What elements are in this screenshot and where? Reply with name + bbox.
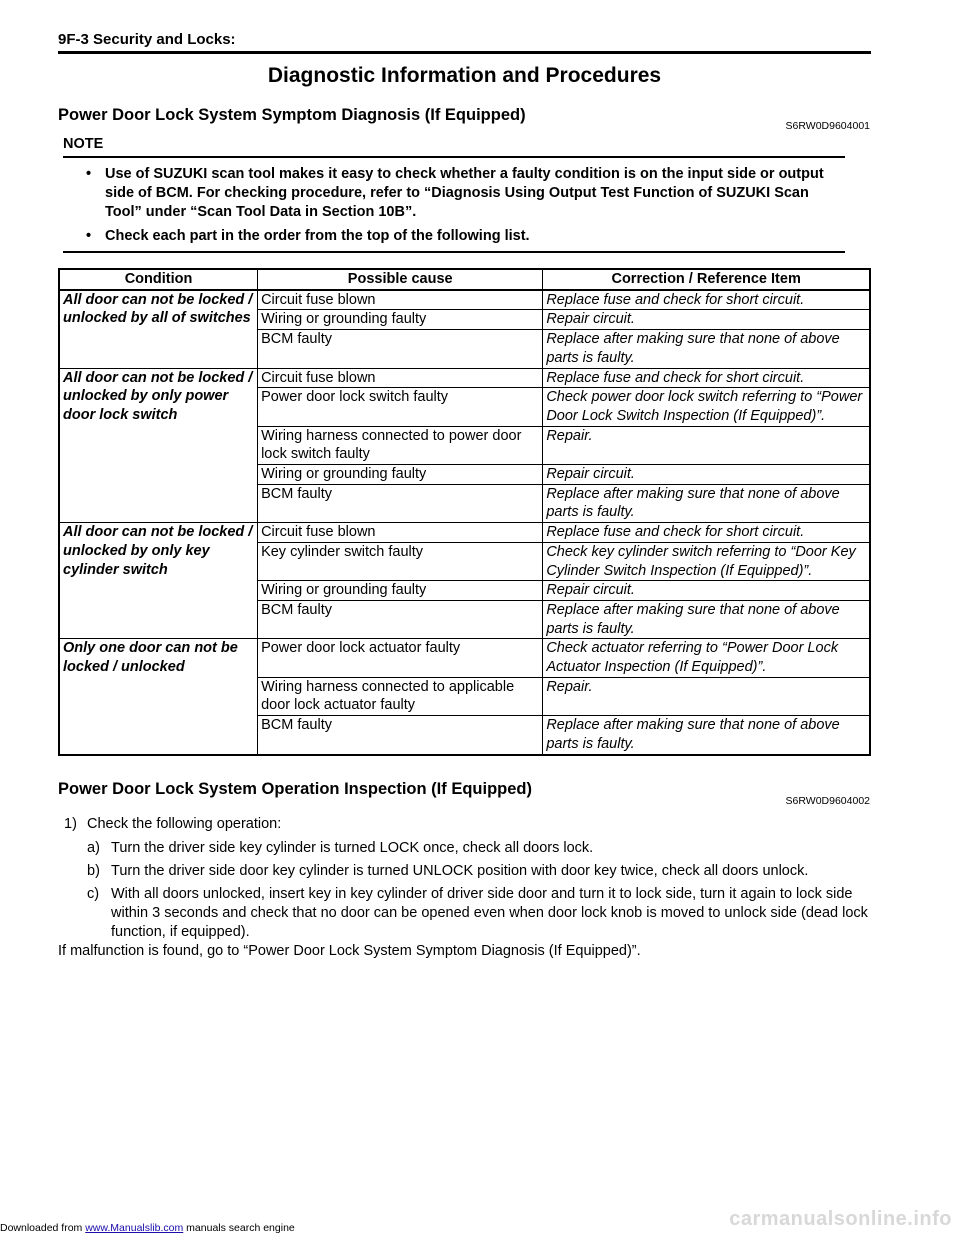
table-row (59, 368, 870, 388)
note-bullet (86, 165, 846, 225)
substep-text: Turn the driver side key cylinder is turned LOCK once, check all doors lock. (111, 840, 594, 856)
cause-cell: Key cylinder switch faulty (258, 542, 543, 580)
condition-cell: All door can not be locked / unlocked by all of switches (59, 290, 258, 368)
cause-cell: Circuit fuse blown (258, 523, 543, 543)
note-bullet-text: Check each part in the order from the top of the following list. (105, 228, 530, 244)
cause-cell: Wiring or grounding faulty (258, 465, 543, 485)
table-row (59, 523, 870, 543)
page-header (58, 22, 871, 54)
correction-cell: Replace after making sure that none of above parts is faulty. (543, 484, 870, 522)
column-header-correction: Correction / Reference Item (543, 269, 870, 290)
column-header-condition: Condition (59, 269, 258, 290)
correction-cell: Replace fuse and check for short circuit. (543, 368, 870, 388)
correction-cell: Replace fuse and check for short circuit. (543, 523, 870, 543)
table-row (59, 639, 870, 677)
correction-cell: Repair circuit. (543, 310, 870, 330)
note-top-rule (63, 156, 845, 158)
column-header-possible-cause: Possible cause (258, 269, 543, 290)
correction-cell: Repair circuit. (543, 465, 870, 485)
cause-cell: BCM faulty (258, 484, 543, 522)
section-code-2: S6RW0D9604002 (785, 795, 870, 807)
header-text: 9F-3 Security and Locks: (58, 31, 236, 48)
note-bullet-text: Use of SUZUKI scan tool makes it easy to check whether a faulty condition is on the input side or output side of BCM. For checking procedure, refer to “Diagnosis Using Output Test Function of SUZUKI Scan Tool” under “Scan Tool Data in Section 10B”. (105, 166, 824, 220)
manualslib-link[interactable]: www.Manualslib.com (85, 1222, 184, 1234)
condition-cell: All door can not be locked / unlocked by only key cylinder switch (59, 523, 258, 639)
note-bullet (86, 227, 846, 247)
bullet-symbol: • (86, 228, 92, 244)
substep-label: c) (87, 886, 100, 902)
section-code-1: S6RW0D9604001 (785, 120, 870, 132)
note-bottom-rule (63, 251, 845, 253)
substep-text: With all doors unlocked, insert key in key cylinder of driver side door and turn it to lock side, turn it again to lock side within 3 seconds and check that no door can be opened even when door lock knob is moved to unlock side (dead lock function, if equipped). (111, 886, 868, 940)
footer-prefix: Downloaded from (0, 1222, 86, 1234)
section-title-symptom-diagnosis: Power Door Lock System Symptom Diagnosis (If Equipped) (58, 106, 526, 124)
substep-label: a) (87, 840, 100, 856)
section-title-operation-inspection: Power Door Lock System Operation Inspection (If Equipped) (58, 780, 532, 798)
bullet-symbol: • (86, 166, 92, 182)
cause-cell: Wiring harness connected to applicable door lock actuator faulty (258, 677, 543, 715)
cause-cell: Power door lock switch faulty (258, 388, 543, 426)
symptom-diagnosis-table (58, 268, 871, 756)
footer-suffix: manuals search engine (183, 1222, 295, 1234)
cause-cell: Circuit fuse blown (258, 290, 543, 310)
substep-text: Turn the driver side door key cylinder is turned UNLOCK position with door key twice, check all doors unlock. (111, 863, 809, 879)
correction-cell: Repair circuit. (543, 581, 870, 601)
condition-cell: All door can not be locked / unlocked by only power door lock switch (59, 368, 258, 523)
cause-cell: BCM faulty (258, 716, 543, 755)
table-header-row (59, 269, 870, 290)
cause-cell: Wiring or grounding faulty (258, 310, 543, 330)
cause-cell: Wiring harness connected to power door lock switch faulty (258, 426, 543, 464)
correction-cell: Check actuator referring to “Power Door Lock Actuator Inspection (If Equipped)”. (543, 639, 870, 677)
correction-cell: Replace after making sure that none of above parts is faulty. (543, 600, 870, 638)
cause-cell: Circuit fuse blown (258, 368, 543, 388)
header-rule (58, 51, 871, 54)
cause-cell: BCM faulty (258, 600, 543, 638)
cause-cell: BCM faulty (258, 330, 543, 368)
download-footer (0, 1222, 295, 1234)
cause-cell: Wiring or grounding faulty (258, 581, 543, 601)
page-title: Diagnostic Information and Procedures (267, 64, 662, 87)
cause-cell: Power door lock actuator faulty (258, 639, 543, 677)
correction-cell: Replace after making sure that none of above parts is faulty. (543, 330, 870, 368)
watermark: carmanualsonline.info (729, 1208, 952, 1230)
correction-cell: Replace after making sure that none of above parts is faulty. (543, 716, 870, 755)
correction-cell: Check key cylinder switch referring to “Door Key Cylinder Switch Inspection (If Equipped)”. (543, 542, 870, 580)
step-text: Check the following operation: (87, 816, 282, 832)
closing-text: If malfunction is found, go to “Power Door Lock System Symptom Diagnosis (If Equipped)”. (58, 943, 641, 959)
note-label: NOTE (63, 136, 104, 152)
correction-cell: Check power door lock switch referring to “Power Door Lock Switch Inspection (If Equipped)”. (543, 388, 870, 426)
substep-label: b) (87, 863, 100, 879)
condition-cell: Only one door can not be locked / unlocked (59, 639, 258, 755)
step-number: 1) (64, 816, 77, 832)
correction-cell: Replace fuse and check for short circuit. (543, 290, 870, 310)
table-row (59, 290, 870, 310)
correction-cell: Repair. (543, 426, 870, 464)
correction-cell: Repair. (543, 677, 870, 715)
